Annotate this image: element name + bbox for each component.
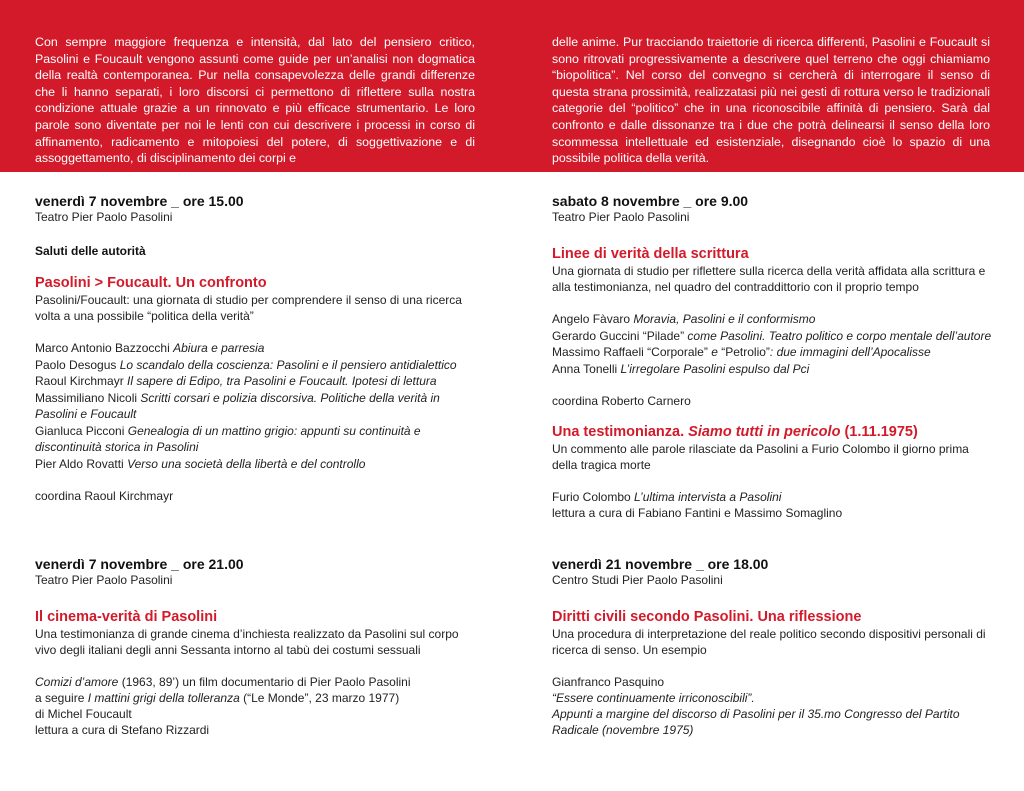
session-description: Una procedura di interpretazione del reale politico secondo dispositivi personali di ricerca di senso. Un esempio	[552, 627, 986, 657]
header-banner	[0, 0, 1024, 172]
session-fri-21	[552, 556, 1002, 738]
session-sat-8	[552, 193, 1002, 521]
speaker-item: Gerardo Guccini “Pilade” come Pasolini. Teatro politico e corpo mentale dell’autore	[552, 328, 992, 343]
intro-text-left: Con sempre maggiore frequenza e intensità, dal lato del pensiero critico, Pasolini e Foucault vengono assunti come guide per un’analisi non dogmatica della realtà contemporanea. Pur nella consapevolezza delle grandi differenze che li hanno separati, i loro discorsi ci permettono di riflettere sulla nostra condizione attuale grazie a un rinnovato e più efficace strumentario. Le loro parole sono diventate per noi le lenti con cui descrivere i processi in corso di affinamento, radicamento e mitopoiesi del potere, di soggettivazione e di assoggettamento, di disciplinamento dei corpi e	[35, 35, 475, 166]
session-datetime: venerdì 7 novembre _ ore 15.00	[35, 193, 244, 209]
session-title: Diritti civili secondo Pasolini. Una riflessione	[552, 609, 862, 625]
testimony-speaker: Furio Colombo L’ultima intervista a Pasolini lettura a cura di Fabiano Fantini e Massimo Somaglino	[552, 490, 843, 520]
session-venue: Teatro Pier Paolo Pasolini	[35, 210, 173, 224]
session-venue: Teatro Pier Paolo Pasolini	[552, 210, 690, 224]
testimony-title: Una testimonianza. Siamo tutti in pericolo (1.11.1975)	[552, 424, 918, 440]
speaker-item: Raoul Kirchmayr Il sapere di Edipo, tra Pasolini e Foucault. Ipotesi di lettura	[35, 374, 437, 388]
speaker-list	[35, 340, 505, 472]
speaker-details: Gianfranco Pasquino “Essere continuamente irriconoscibili”. Appunti a margine del discorso di Pasolini per il 35.mo Congresso del Partito Radicale (novembre 1975)	[552, 675, 960, 737]
speaker-list	[552, 311, 1002, 377]
speaker-item: Pier Aldo Rovatti Verso una società della libertà e del controllo	[35, 456, 366, 471]
session-venue: Centro Studi Pier Paolo Pasolini	[552, 573, 723, 587]
session-datetime: venerdì 7 novembre _ ore 21.00	[35, 556, 244, 572]
session-datetime: venerdì 21 novembre _ ore 18.00	[552, 556, 769, 572]
session-fri-7-evening	[35, 556, 505, 738]
session-description: Pasolini/Foucault: una giornata di studio per comprendere il senso di una ricerca volta a una possibile “politica della verità”	[35, 293, 462, 323]
session-fri-7-afternoon	[35, 193, 505, 504]
speaker-item: Marco Antonio Bazzocchi Abiura e parresia	[35, 341, 265, 355]
speaker-item: Massimiliano Nicoli Scritti corsari e polizia discorsiva. Politiche della verità in Pasolini e Foucault	[35, 390, 440, 421]
session-note: Saluti delle autorità	[35, 244, 146, 258]
session-coordinator: coordina Raoul Kirchmayr	[35, 489, 174, 503]
speaker-item: Gianluca Picconi Genealogia di un mattino grigio: appunti su continuità e discontinuità storica in Pasolini	[35, 423, 421, 454]
session-description: Una testimonianza di grande cinema d’inchiesta realizzato da Pasolini sul corpo vivo degli italiani degli anni Sessanta intorno al tabù dei costumi sessuali	[35, 627, 459, 657]
session-description: Una giornata di studio per riflettere sulla ricerca della verità affidata alla scrittura e alla testimonianza, nel quadro del contraddittorio con il proprio tempo	[552, 264, 986, 294]
testimony-description: Un commento alle parole rilasciate da Pasolini a Furio Colombo il giorno prima della tragica morte	[552, 442, 969, 472]
intro-text-right: delle anime. Pur tracciando traiettorie di ricerca differenti, Pasolini e Foucault si sono ritrovati progressivamente a descrivere quel terreno che oggi chiamiamo “biopolitica”. Nel corso del convegno si cercherà di interrogare il senso di questa strana prossimità, realizzatasi più nei gesti di rottura verso le tradizionali categorie del “politico” che in una riconoscibile affinità di pensiero. Sarà dal confronto e dalle dissonanze tra i due che potrà delinearsi il senso della loro scommessa intellettuale ed esistenziale, disegnando cioè lo spazio di una possibile politica della verità.	[552, 35, 990, 166]
session-coordinator: coordina Roberto Carnero	[552, 394, 691, 408]
session-title: Il cinema-verità di Pasolini	[35, 609, 218, 625]
speaker-item: Massimo Raffaeli “Corporale” e “Petrolio”: due immagini dell’Apocalisse	[552, 345, 931, 359]
speaker-item: Paolo Desogus Lo scandalo della coscienza: Pasolini e il pensiero antidialettico	[35, 357, 457, 372]
speaker-item: Anna Tonelli L’irregolare Pasolini espulso dal Pci	[552, 361, 810, 376]
session-venue: Teatro Pier Paolo Pasolini	[35, 573, 173, 587]
speaker-item: Angelo Fàvaro Moravia, Pasolini e il conformismo	[552, 312, 816, 326]
session-datetime: sabato 8 novembre _ ore 9.00	[552, 193, 749, 209]
session-title: Pasolini > Foucault. Un confronto	[35, 275, 267, 291]
session-title: Linee di verità della scrittura	[552, 246, 749, 262]
film-details: Comizi d’amore (1963, 89’) un film documentario di Pier Paolo Pasolini a seguire I mattini grigi della tolleranza (“Le Monde”, 23 marzo 1977) di Michel Foucault lettura a cura di Stefano Rizzardi	[35, 675, 411, 737]
